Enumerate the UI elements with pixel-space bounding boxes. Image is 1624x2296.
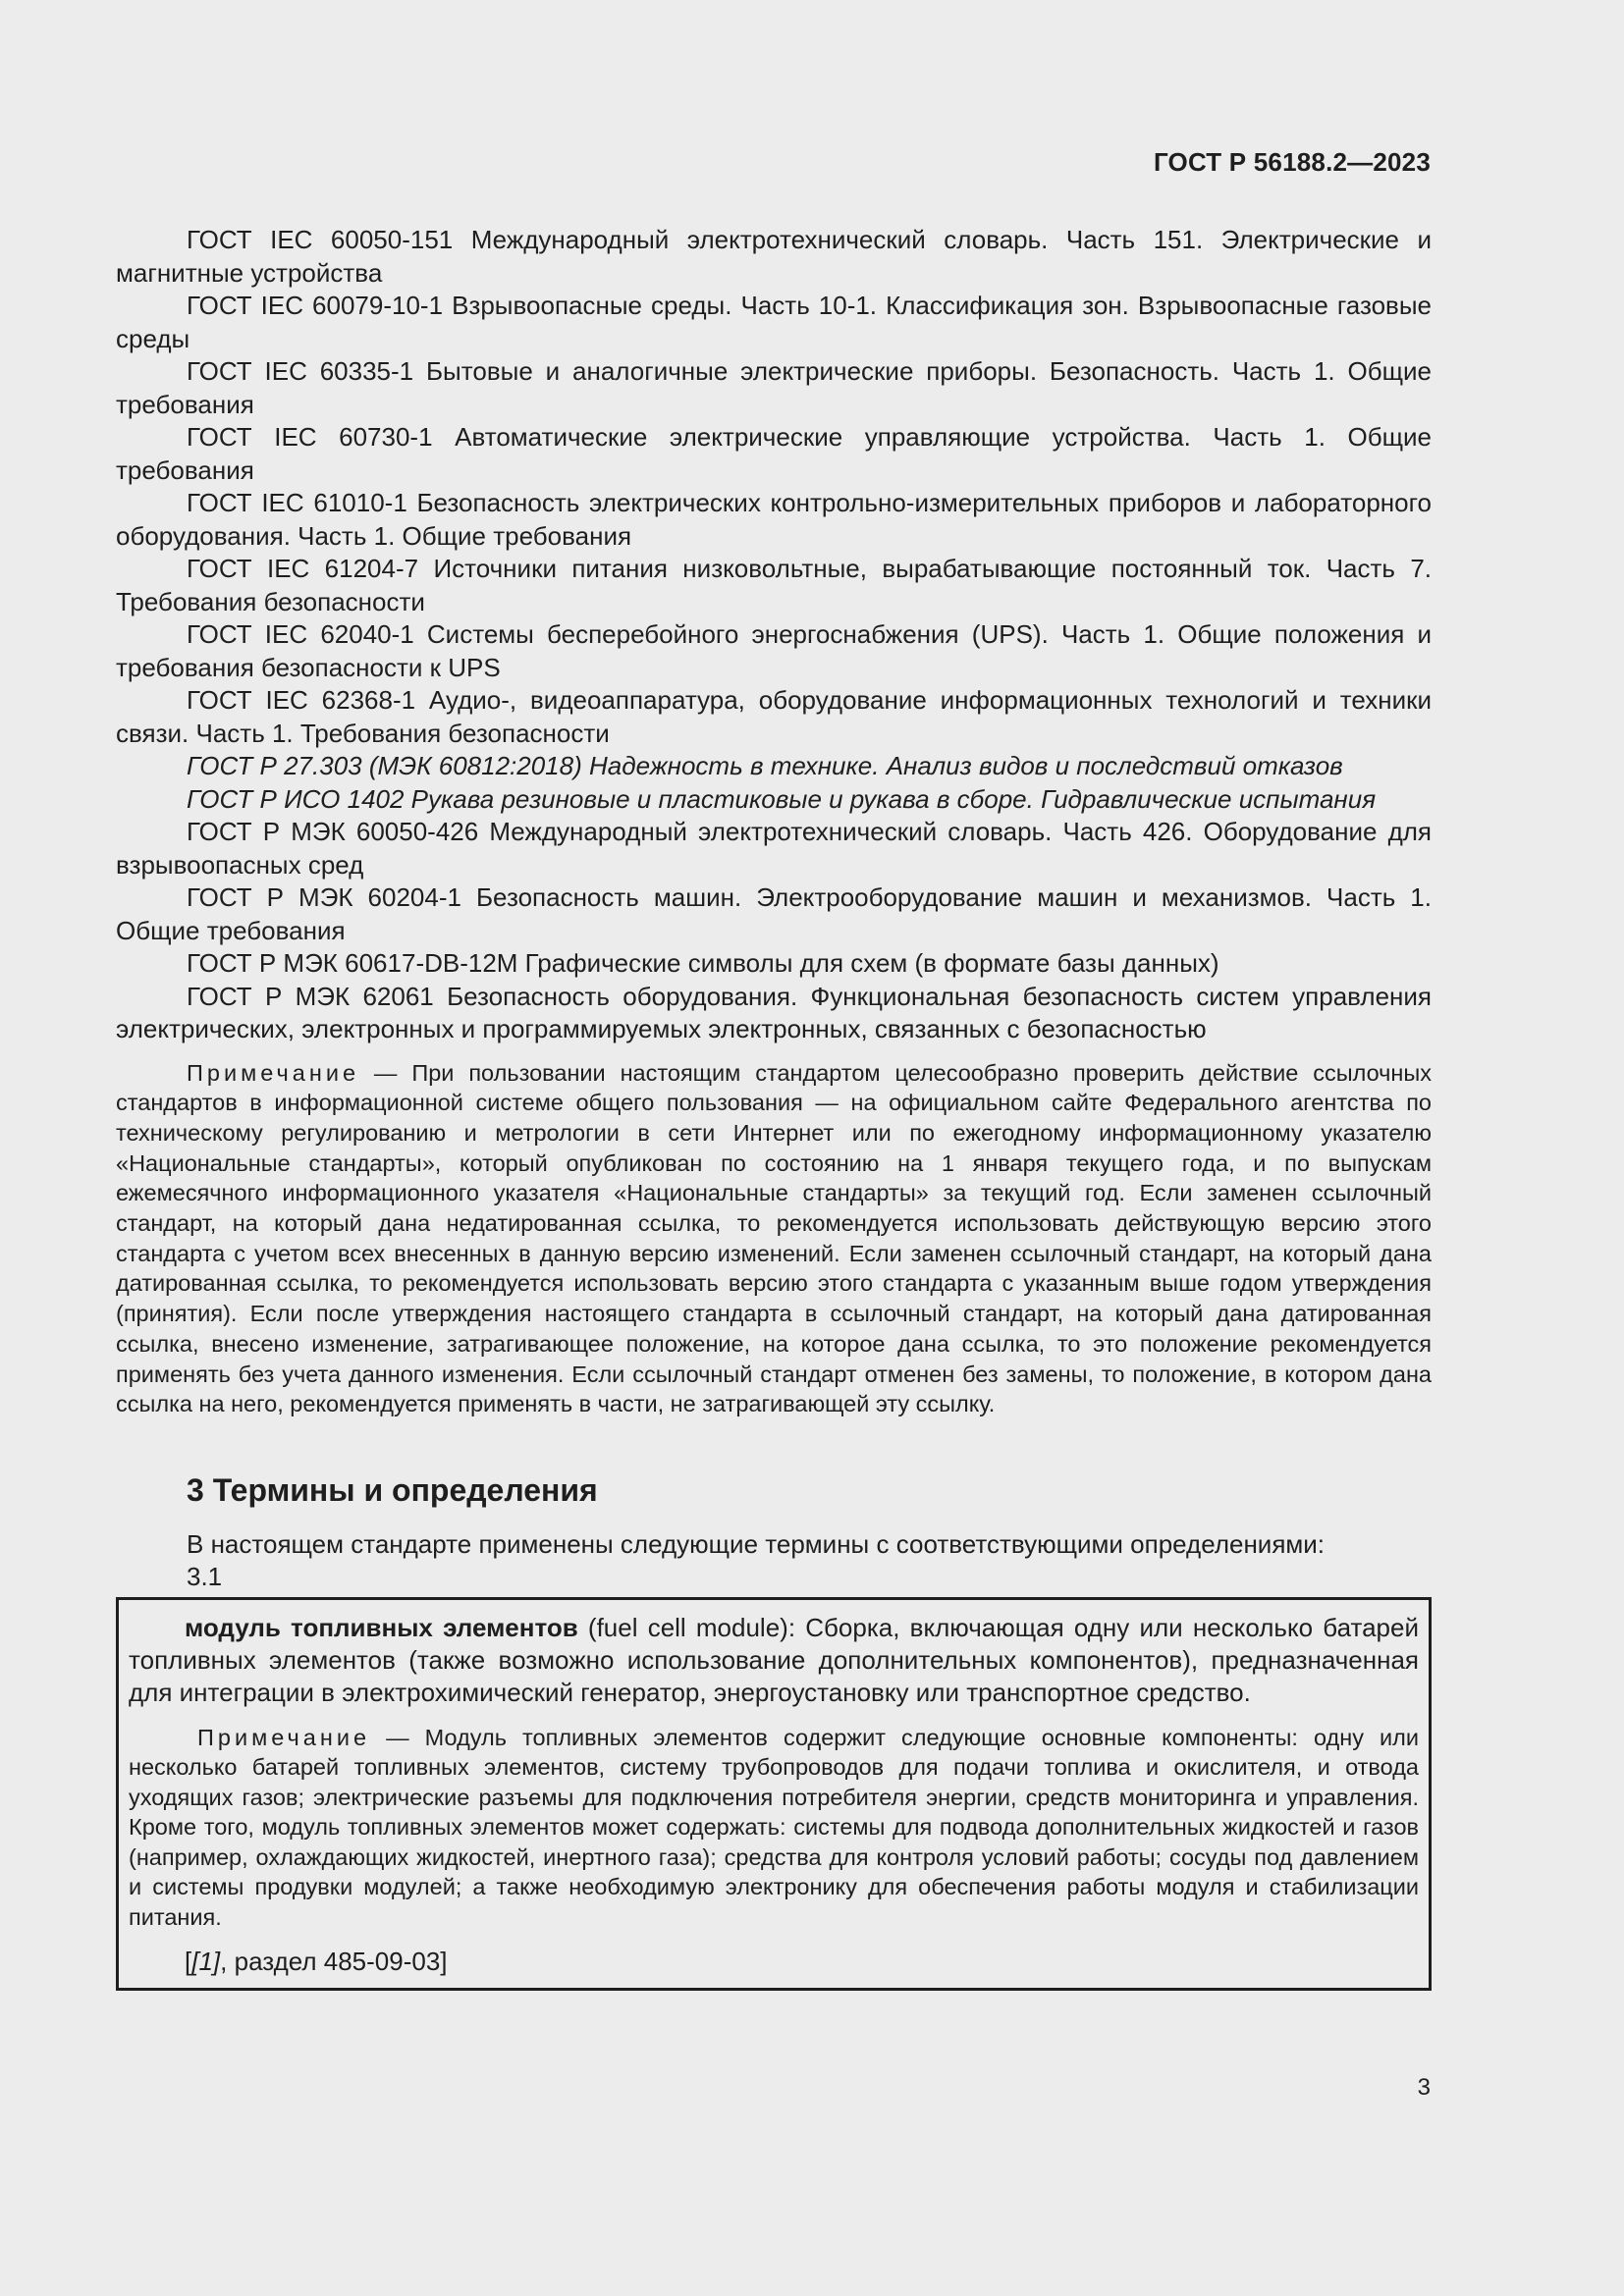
term-definition-text: (fuel cell module): Сборка, включающая одну или несколько батарей топливных элементов (также возможно использование дополнительных компонентов), предназначенная для интеграции в электрохимический генератор, энергоустановку или транспортное средство. bbox=[129, 1612, 1419, 1707]
term-note-label: Примечание bbox=[197, 1724, 371, 1750]
reference-item: ГОСТ Р МЭК 60050-426 Международный электротехнический словарь. Часть 426. Оборудование для взрывоопасных сред bbox=[116, 817, 1432, 880]
term-source bbox=[129, 1946, 1419, 1978]
note-label: Примечание bbox=[187, 1059, 360, 1086]
section-intro: В настоящем стандарте применены следующие термины с соответствующими определениями: bbox=[187, 1528, 1326, 1559]
reference-item: ГОСТ Р ИСО 1402 Рукава резиновые и пластиковые и рукава в сборе. Гидравлические испытания bbox=[187, 783, 1377, 814]
term-definition-box bbox=[116, 1597, 1432, 1992]
references-note bbox=[116, 1058, 1432, 1419]
term-source-rest: , раздел 485-09-03] bbox=[220, 1947, 448, 1977]
reference-item: ГОСТ Р МЭК 60204-1 Безопасность машин. Электрооборудование машин и механизмов. Часть 1. Общие требования bbox=[116, 882, 1432, 945]
reference-item: ГОСТ IEC 62040-1 Системы бесперебойного энергоснабжения (UPS). Часть 1. Общие положения и требования безопасности к UPS bbox=[116, 619, 1432, 682]
reference-item: ГОСТ IEC 61010-1 Безопасность электрических контрольно-измерительных приборов и лабораторного оборудования. Часть 1. Общие требования bbox=[116, 488, 1432, 551]
section-title: 3 Термины и определения bbox=[187, 1471, 598, 1508]
term-number: 3.1 bbox=[187, 1561, 223, 1591]
page-content bbox=[116, 224, 1432, 1991]
reference-item: ГОСТ Р 27.303 (МЭК 60812:2018) Надежность в технике. Анализ видов и последствий отказов bbox=[187, 751, 1343, 780]
term-source-open: [ bbox=[185, 1947, 192, 1977]
normative-references-list bbox=[116, 224, 1432, 1046]
reference-item: ГОСТ IEC 60050-151 Международный электротехнический словарь. Часть 151. Электрические и магнитные устройства bbox=[116, 225, 1432, 288]
reference-item: ГОСТ IEC 61204-7 Источники питания низковольтные, вырабатывающие постоянный ток. Часть 7. Требования безопасности bbox=[116, 554, 1432, 616]
reference-item: ГОСТ IEC 60730-1 Автоматические электрические управляющие устройства. Часть 1. Общие требования bbox=[116, 422, 1432, 485]
term-name: модуль топливных элементов bbox=[185, 1612, 578, 1642]
reference-item: ГОСТ IEC 60335-1 Бытовые и аналогичные электрические приборы. Безопасность. Часть 1. Общие требования bbox=[116, 356, 1432, 419]
document-id-header: ГОСТ Р 56188.2—2023 bbox=[1153, 147, 1431, 177]
reference-item: ГОСТ IEC 62368-1 Аудио-, видеоаппаратура, оборудование информационных технологий и техники связи. Часть 1. Требования безопасности bbox=[116, 685, 1432, 748]
term-source-ref: [1] bbox=[191, 1947, 221, 1977]
reference-item: ГОСТ Р МЭК 62061 Безопасность оборудования. Функциональная безопасность систем управления электрических, электронных и программируемых электронных, связанных с безопасностью bbox=[116, 981, 1432, 1043]
reference-item: ГОСТ IEC 60079-10-1 Взрывоопасные среды. Часть 10-1. Классификация зон. Взрывоопасные газовые среды bbox=[116, 291, 1432, 353]
page-number: 3 bbox=[1417, 2074, 1431, 2101]
reference-item: ГОСТ Р МЭК 60617-DB-12M Графические символы для схем (в формате базы данных) bbox=[187, 948, 1219, 978]
term-note bbox=[129, 1723, 1419, 1933]
term-note-text: — Модуль топливных элементов содержит следующие основные компоненты: одну или несколько батарей топливных элементов, систему трубопроводов для подачи топлива и окислителя, и отвода уходящих газов; электрические разъемы для подключения потребителя энергии, средств мониторинга и управления. Кроме того, модуль топливных элементов может содержать: системы для подвода дополнительных жидкостей и газов (например, охлаждающих жидкостей, инертного газа); средства для контроля условий работы; сосуды под давлением и системы продувки модулей; а также необходимую электронику для обеспечения работы модуля и стабилизации питания. bbox=[129, 1724, 1419, 1930]
term-definition bbox=[129, 1612, 1419, 1709]
note-text: — При пользовании настоящим стандартом целесообразно проверить действие ссылочных стандартов в информационной системе общего пользования — на официальном сайте Федерального агентства по техническому регулированию и метрологии в сети Интернет или по ежегодному информационному указателю «Национальные стандарты», который опубликован по состоянию на 1 января текущего года, и по выпускам ежемесячного информационного указателя «Национальные стандарты» за текущий год. Если заменен ссылочный стандарт, на который дана недатированная ссылка, то рекомендуется использовать действующую версию этого стандарта с учетом всех внесенных в данную версию изменений. Если заменен ссылочный стандарт, на который дана датированная ссылка, то рекомендуется использовать версию этого стандарта с указанным выше годом утверждения (принятия). Если после утверждения настоящего стандарта в ссылочный стандарт, на который дана датированная ссылка, внесено изменение, затрагивающее положение, на которое дана ссылка, то это положение рекомендуется применять без учета данного изменения. Если ссылочный стандарт отменен без замены, то положение, в котором дана ссылка на него, рекомендуется применять в части, не затрагивающей эту ссылку. bbox=[116, 1059, 1432, 1417]
